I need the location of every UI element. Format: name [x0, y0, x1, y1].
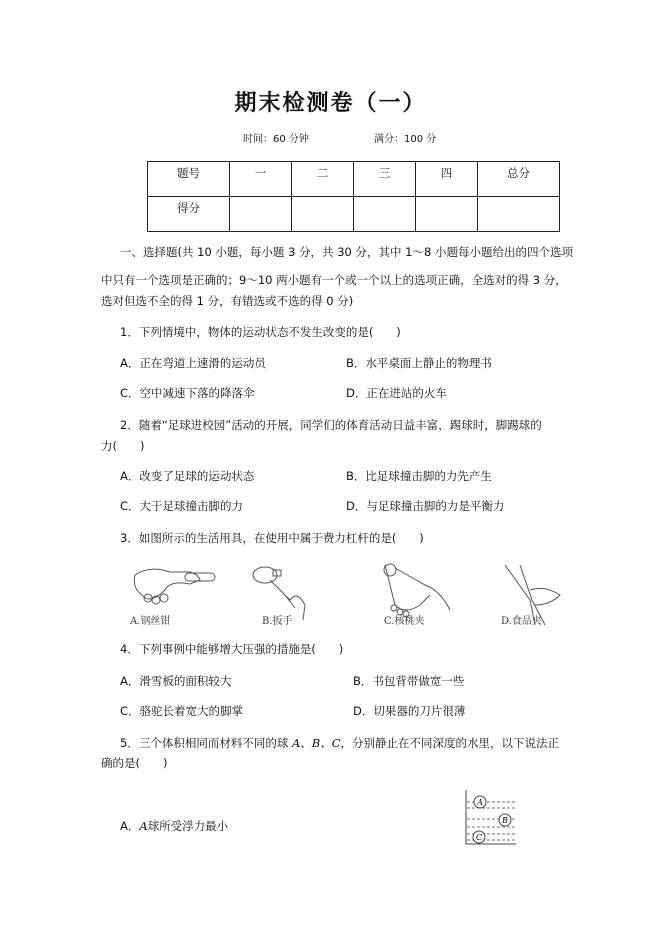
option: D．与足球撞击脚的力是平衡力	[346, 499, 505, 513]
ball-label: B	[502, 816, 508, 825]
table-header-cell: 三	[354, 162, 416, 197]
page-title: 期末检测卷（一）	[234, 90, 427, 116]
full-score: 满分：100 分	[374, 134, 437, 145]
option: C．空中减速下落的降落伞	[120, 386, 255, 400]
score-table	[147, 161, 560, 232]
ball-label: A	[477, 798, 483, 807]
option-prefix: A．	[120, 819, 140, 833]
question-stem	[120, 736, 559, 750]
section-intro-line: 中只有一个选项是正确的；9～10 两小题有一个或一个以上的选项正确，全选对的得 3 分，	[101, 273, 567, 287]
question-stem: 3．如图所示的生活用具，在使用中属于费力杠杆的是( )	[120, 531, 424, 545]
option-text: 球所受浮力最小	[147, 819, 229, 833]
water-balls-figure	[464, 790, 516, 846]
option: A．正在弯道上速滑的运动员	[120, 356, 266, 370]
score-cell	[230, 197, 292, 232]
figure-caption: D.食品夹	[501, 616, 542, 627]
option: A．滑雪板的面积较大	[120, 674, 232, 688]
ball-variables: A、B、C	[291, 736, 341, 750]
table-header-cell: 二	[292, 162, 354, 197]
option: B．书包背带做宽一些	[353, 674, 465, 688]
table-header-cell: 总分	[478, 162, 560, 197]
figure-caption: A.钢丝钳	[130, 616, 171, 627]
question-stem: 4．下列事例中能够增大压强的措施是( )	[120, 642, 344, 656]
score-cell	[354, 197, 416, 232]
option: C．大于足球撞击脚的力	[120, 499, 244, 513]
option: B．比足球撞击脚的力先产生	[346, 469, 492, 483]
question-stem: 确的是( )	[101, 756, 168, 770]
stem-part: ，分别静止在不同深度的水里，以下说法正	[340, 736, 560, 750]
figure-caption: B.扳手	[262, 616, 293, 627]
figure-caption: C.核桃夹	[384, 616, 425, 627]
option	[120, 819, 228, 833]
score-cell	[478, 197, 560, 232]
score-cell	[292, 197, 354, 232]
table-row	[148, 197, 560, 232]
section-intro-line: 一、选择题(共 10 小题，每小题 3 分，共 30 分，其中 1～8 小题每小题给出的四个选项	[120, 245, 573, 259]
ball-variable: A	[139, 819, 148, 833]
section-intro-line: 选对但选不全的得 1 分，有错选或不选的得 0 分)	[101, 294, 354, 308]
question-stem: 2．随着“足球进校园”活动的开展，同学们的体育活动日益丰富，踢球时，脚踢球的	[120, 418, 542, 432]
score-cell	[416, 197, 478, 232]
stem-part: 5．三个体积相同而材料不同的球	[120, 736, 292, 750]
option: C．骆驼长着宽大的脚掌	[120, 704, 244, 718]
table-row	[148, 162, 560, 197]
option: D．正在进站的火车	[346, 386, 447, 400]
question-stem: 1．下列情境中，物体的运动状态不发生改变的是( )	[120, 325, 401, 339]
table-header-cell: 题号	[148, 162, 230, 197]
question-stem: 力( )	[101, 439, 145, 453]
option: A．改变了足球的运动状态	[120, 469, 255, 483]
table-header-cell: 一	[230, 162, 292, 197]
table-header-cell: 四	[416, 162, 478, 197]
time-limit: 时间：60 分钟	[243, 134, 309, 145]
ball-label: C	[475, 833, 483, 842]
row-label: 得分	[148, 197, 230, 232]
option: B．水平桌面上静止的物理书	[346, 356, 492, 370]
option: D．切果器的刀片很薄	[353, 704, 466, 718]
